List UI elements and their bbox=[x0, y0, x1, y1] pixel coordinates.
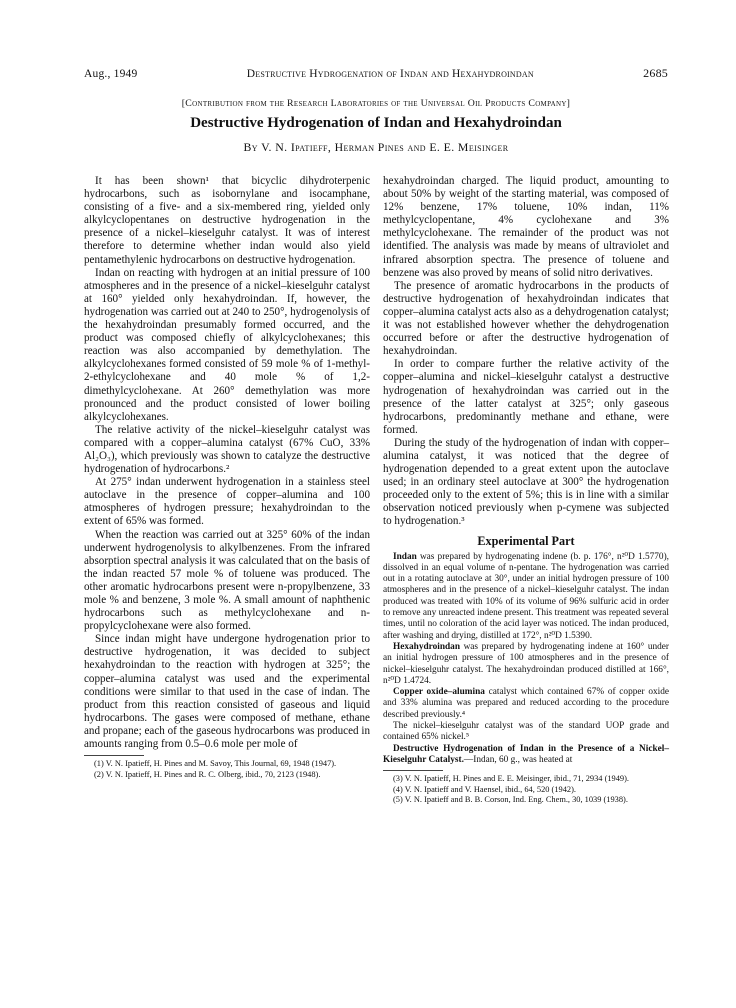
body-paragraph: The presence of aromatic hydrocarbons in the products of destructive hydrogenation of hexahydroindan indicates that copper–alumina catalyst acts also as a dehydrogenation catalyst; it was not established however whether the dehydrogenation occurred before or after the destructive hydrogenation of hexahydroindan. bbox=[383, 279, 669, 358]
footnote: (2) V. N. Ipatieff, H. Pines and R. C. Olberg, ibid., 70, 2123 (1948). bbox=[94, 769, 321, 779]
experimental-paragraph bbox=[383, 687, 669, 721]
footnote: (3) V. N. Ipatieff, H. Pines and E. E. Meisinger, ibid., 71, 2934 (1949). bbox=[393, 774, 629, 784]
body-paragraph: In order to compare further the relative activity of the copper–alumina and nickel–kieselguhr catalyst a destructive hydrogenation of hexahydroindan was carried out in the presence of the latter catalyst at 325°; only gaseous hydrocarbons, predominantly methane and ethane, were formed. bbox=[383, 358, 669, 436]
running-title: Destructive Hydrogenation of Indan and Hexahydroindan bbox=[246, 68, 534, 80]
section-heading: Experimental Part bbox=[477, 533, 575, 548]
paragraph-lead: Destructive Hydrogenation of Indan in the Presence of a Nickel–Kieselguhr Catalyst. bbox=[383, 743, 669, 765]
body-paragraph: Since indan might have undergone hydrogenation prior to destructive hydrogenation, it was decided to subject hexahydroindan to the reaction with hydrogen at 325°; the copper–alumina catalyst was used and the experimental conditions were similar to that used in the case of indan. The product from this reaction consisted of gaseous and liquid hydrocarbons. The gases were composed of methane, ethane and propane; each of the gaseous hydrocarbons was produced in amounts ranging from 0.5–0.6 mole per mole of bbox=[84, 633, 370, 751]
body-paragraph: When the reaction was carried out at 325° 60% of the indan underwent hydrogenolysis to alkylbenzenes. From the infrared absorption spectral analysis it was calculated that on the basis of the indan reacted 57 mole % of toluene was produced. The other aromatic hydrocarbons present were n-propylbenzene, 33 mole % and benzene, 3 mole %. A small amount of naphthenic hydrocarbons such as methylcyclohexane and n-propylcyclohexane were also formed. bbox=[84, 528, 370, 633]
contribution-line: [Contribution from the Research Laboratories of the Universal Oil Products Company] bbox=[181, 98, 571, 109]
running-head bbox=[84, 66, 668, 81]
paragraph-lead: Copper oxide–alumina bbox=[393, 687, 485, 698]
body-paragraph: It has been shown¹ that bicyclic dihydroterpenic hydrocarbons, such as isobornylane and isocamphane, consisting of a five- and a six-membered ring, yielded only alkylcyclopentanes on destructive hydrogenation in the presence of a nickel–kieselguhr catalyst. It was of interest therefore to determine whether indan would also yield pentamethylenic hydrocarbons on destructive hydrogenation. bbox=[84, 175, 370, 266]
experimental-paragraph bbox=[383, 642, 669, 687]
body-paragraph: At 275° indan underwent hydrogenation in a stainless steel autoclave in the presence of copper–alumina and 100 atmospheres of hydrogen pressure; hexahydroindan to the extent of 65% was formed. bbox=[84, 476, 370, 528]
footnote-divider bbox=[383, 770, 443, 771]
experimental-paragraph bbox=[383, 721, 669, 744]
body-paragraph: hexahydroindan charged. The liquid product, amounting to about 50% by weight of the starting material, was composed of 12% benzene, 17% toluene, 10% indan, 11% methylcyclopentane, 4% cyclohexane and 3% methylcyclohexane. The remainder of the product was not identified. The analysis was made by means of ultraviolet and infrared absorption spectra. The presence of toluene and benzene was also proved by means of solid nitro derivatives. bbox=[383, 175, 669, 279]
footnote: (5) V. N. Ipatieff and B. B. Corson, Ind. Eng. Chem., 30, 1039 (1938). bbox=[393, 795, 628, 805]
paragraph-text: catalyst which contained 67% of copper oxide and 33% alumina was prepared and reduced according to the procedure described previously.⁴ bbox=[383, 687, 669, 720]
body-paragraph: Indan on reacting with hydrogen at an initial pressure of 100 atmospheres and in the presence of a nickel–kieselguhr catalyst at 160° yielded only hexahydroindan. If, however, the hydrogenation was carried out at 240 to 250°, hydrogenolysis of the hexahydroindan presumably formed occurred, and the product was composed chiefly of alkylcyclohexanes; this reaction was also accompanied by demethylation. The alkylcyclohexanes formed consisted of 59 mole % of 1-methyl-2-ethylcyclohexane and 40 mole % of 1,2-dimethylcyclohexane. At 260° demethylation was more pronounced and the product consisted of lower boiling alkylcyclohexanes. bbox=[84, 266, 370, 423]
paragraph-text: The nickel–kieselguhr catalyst was of the standard UOP grade and contained 65% nickel.⁵ bbox=[383, 720, 669, 743]
left-column bbox=[84, 175, 370, 780]
paragraph-text: was prepared by hydrogenating indene at 160° under an initial hydrogen pressure of 100 atmospheres and in the presence of nickel–kieselguhr catalyst. The hexahydroindan produced distilled at 166°, n²⁰D 1.4724. bbox=[383, 641, 669, 686]
paragraph-lead: Indan bbox=[393, 551, 417, 562]
right-column bbox=[383, 175, 669, 806]
footnote: (1) V. N. Ipatieff, H. Pines and M. Savoy, This Journal, 69, 1948 (1947). bbox=[94, 759, 337, 769]
footnote: (4) V. N. Ipatieff and V. Haensel, ibid., 64, 520 (1942). bbox=[393, 784, 576, 794]
experimental-paragraph bbox=[383, 552, 669, 642]
issue-date: Aug., 1949 bbox=[84, 68, 138, 80]
footnote-divider bbox=[84, 755, 144, 756]
paragraph-text: was prepared by hydrogenating indene (b. p. 176°, n²⁰D 1.5770), dissolved in an equal volume of n-pentane. The hydrogenation was carried out in a rotating autoclave at 30°, under an initial hydrogen pressure of 100 atmospheres and in the presence of a nickel–kieselguhr catalyst. The indan produced was treated with 10% of its volume of 96% sulfuric acid in order to remove any unreacted indene present. This treatment was repeated several times, until no coloration of the acid layer was noticed. The indan produced, after washing and drying, distilled at 172°, n²⁰D 1.5390. bbox=[383, 551, 669, 641]
body-paragraph: The relative activity of the nickel–kieselguhr catalyst was compared with a copper–alumina catalyst (67% CuO, 33% Al₂O₃), which previously was shown to catalyze the destructive hydrogenation of hydrocarbons.² bbox=[84, 423, 370, 476]
article-title: Destructive Hydrogenation of Indan and Hexahydroindan bbox=[190, 115, 562, 131]
experimental-paragraph bbox=[383, 744, 669, 767]
page-number: 2685 bbox=[643, 66, 668, 80]
paragraph-text: —Indan, 60 g., was heated at bbox=[463, 754, 573, 765]
paragraph-lead: Hexahydroindan bbox=[393, 641, 460, 652]
author-line: By V. N. Ipatieff, Herman Pines and E. E. Meisinger bbox=[243, 140, 509, 154]
body-paragraph: During the study of the hydrogenation of indan with copper–alumina catalyst, it was noticed that the degree of hydrogenation depended to a great extent upon the autoclave used; in an ordinary steel autoclave at 300° the hydrogenation proceeded only to the extent of 5%; this is in line with a similar observation noticed previously when p-cymene was subjected to hydrogenation.³ bbox=[383, 436, 669, 528]
